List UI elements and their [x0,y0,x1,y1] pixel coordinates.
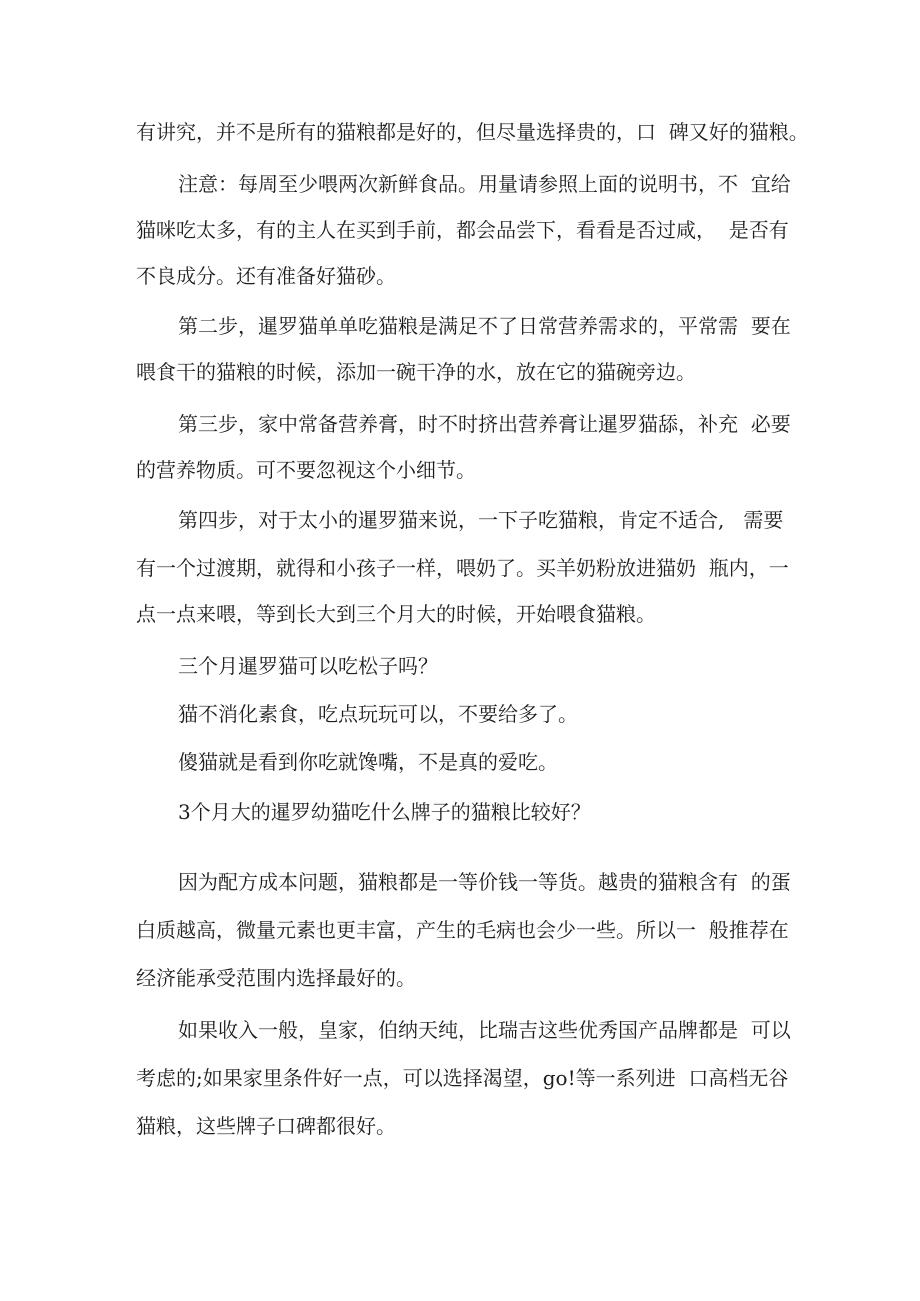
paragraph-line: 有一个过渡期，就得和小孩子一样，喂奶了。买羊奶粉放进猫奶 瓶内，一 [136,556,789,580]
paragraph-line: 猫粮，这些牌子口碑都很好。 [136,1114,396,1138]
paragraph-line: 傻猫就是看到你吃就馋嘴，不是真的爱吃。 [178,750,558,774]
paragraph-line: 如果收入一般，皇家，伯纳天纯，比瑞吉这些优秀国产品牌都是 可以 [178,1018,791,1042]
paragraph-line: 猫咪吃太多，有的主人在买到手前，都会品尝下，看看是否过咸， 是否有 [136,218,789,242]
paragraph-line: 第四步，对于太小的暹罗猫来说，一下子吃猫粮，肯定不适合, 需要 [178,508,784,532]
paragraph-line: 不良成分。还有准备好猫砂。 [136,264,396,288]
paragraph-line: 第三步，家中常备营养膏，时不时挤出营养膏让暹罗猫舔，补充 必要 [178,412,791,436]
paragraph-line: 第二步，暹罗猫单单吃猫粮是满足不了日常营养需求的，平常需 要在 [178,314,791,338]
paragraph-line: 有讲究，并不是所有的猫粮都是好的，但尽量选择贵的，口 碑又好的猫粮。 [136,120,809,144]
paragraph-line: 的营养物质。可不要忽视这个小细节。 [136,458,476,482]
paragraph-line: 考虑的;如果家里条件好一点，可以选择渴望，go!等一系列进 口高档无谷 [136,1066,789,1090]
question-heading: 三个月暹罗猫可以吃松子吗？ [178,654,438,678]
paragraph-line: 喂食干的猫粮的时候，添加一碗干净的水，放在它的猫碗旁边。 [136,360,696,384]
paragraph-line: 经济能承受范围内选择最好的。 [136,966,416,990]
paragraph-line: 点一点来喂，等到长大到三个月大的时候，开始喂食猫粮。 [136,602,656,626]
paragraph-line: 白质越高，微量元素也更丰富，产生的毛病也会少一些。所以一 般推荐在 [136,918,789,942]
paragraph-line: 注意：每周至少喂两次新鲜食品。用量请参照上面的说明书，不 宜给 [178,172,791,196]
question-heading: 3个月大的暹罗幼猫吃什么牌子的猫粮比较好？ [178,800,591,824]
paragraph-line: 猫不消化素食，吃点玩玩可以，不要给多了。 [178,702,578,726]
paragraph-line: 因为配方成本问题，猫粮都是一等价钱一等货。越贵的猫粮含有 的蛋 [178,870,791,894]
